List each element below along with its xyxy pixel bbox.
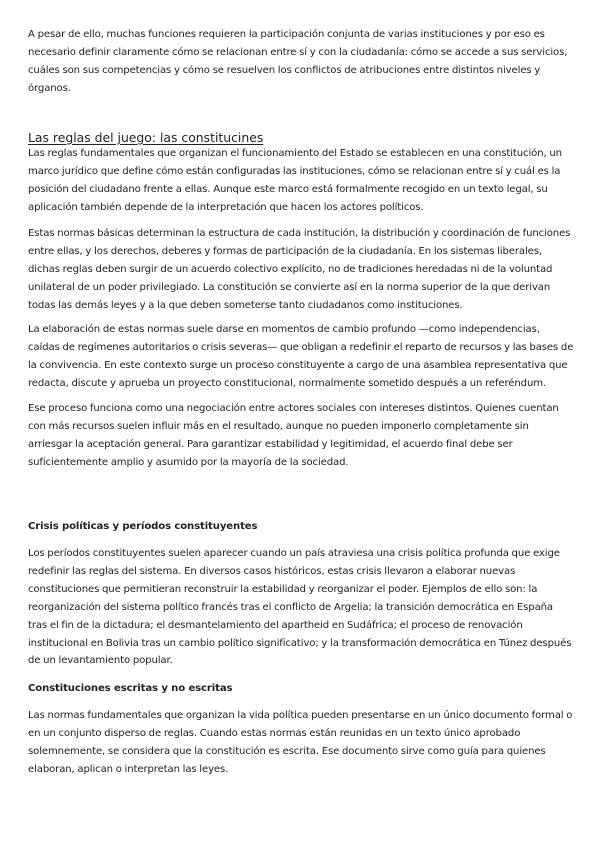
rules-paragraph-4: Ese proceso funciona como una negociación entre actores sociales con intereses distintos. Quienes cuentan con más recursos suelen influir más en el resultado, aunque no pueden imponerlo completamente sin arriesgar la aceptación general. Para garantizar estabilidad y legitimidad, el acuerdo final debe ser suficientemente amplio y asumido por la mayoría de la sociedad. bbox=[28, 403, 559, 468]
written-paragraph: Las normas fundamentales que organizan la vida política pueden presentarse en un único documento formal o en un conjunto disperso de reglas. Cuando estas normas están reunidas en un texto único aprobado solemnemente, se considera que la constitución es escrita. Ese documento sirve como guía para quienes elaboran, aplican o interpretan las leyes. bbox=[28, 710, 573, 775]
rules-paragraph-1: Las reglas fundamentales que organizan el funcionamiento del Estado se establecen en una constitución, un marco jurídico que define cómo están configuradas las instituciones, cómo se relacionan entre sí y cuál es la posición del ciudadano frente a ellas. Aunque este marco está formalmente recogido en un texto legal, su aplicación también depende de la interpretación que hacen los actores políticos. bbox=[28, 148, 562, 213]
rules-paragraph-3: La elaboración de estas normas suele darse en momentos de cambio profundo —como independencias, caídas de regímenes autoritarios o crisis severas— que obligan a redefinir el reparto de recursos y las bases de la convivencia. En este contexto surge un proceso constituyente a cargo de una asamblea representativa que redacta, discute y aprueba un proyecto constitucional, normalmente sometido después a un referéndum. bbox=[28, 324, 574, 389]
section-heading-rules: Las reglas del juego: las constitucines bbox=[28, 130, 264, 145]
section-heading-written: Constituciones escritas y no escritas bbox=[28, 683, 233, 694]
rules-paragraph-2: Estas normas básicas determinan la estructura de cada institución, la distribución y coordinación de funciones entre ellas, y los derechos, deberes y formas de participación de la ciudadanía. En los sistemas liberales, dichas reglas deben surgir de un acuerdo colectivo explícito, no de tradiciones heredadas ni de la voluntad unilateral de un poder privilegiado. La constitución se convierte así en la norma superior de la que derivan todas las demás leyes y a la que deben someterse tanto ciudadanos como instituciones. bbox=[28, 228, 571, 311]
intro-paragraph: A pesar de ello, muchas funciones requieren la participación conjunta de varias instituciones y por eso es necesario definir claramente cómo se relacionan entre sí y con la ciudadanía: cómo se accede a sus servicios, cuáles son sus competencias y cómo se resuelven los conflictos de atribuciones entre distintos niveles y órganos. bbox=[28, 29, 568, 94]
crisis-paragraph: Los períodos constituyentes suelen aparecer cuando un país atraviesa una crisis política profunda que exige redefinir las reglas del sistema. En diversos casos históricos, estas crisis llevaron a elaborar nuevas constituciones que permitieran reconstruir la estabilidad y reorganizar el poder. Ejemplos de ello son: la reorganización del sistema político francés tras el conflicto de Argelia; la transición democrática en España tras el fin de la dictadura; el desmantelamiento del apartheid en Sudáfrica; el proceso de renovación institucional en Bolivia tras un cambio político significativo; y la transformación democrática en Túnez después de un levantamiento popular. bbox=[28, 548, 572, 667]
section-heading-crisis: Crisis políticas y períodos constituyentes bbox=[28, 521, 258, 532]
